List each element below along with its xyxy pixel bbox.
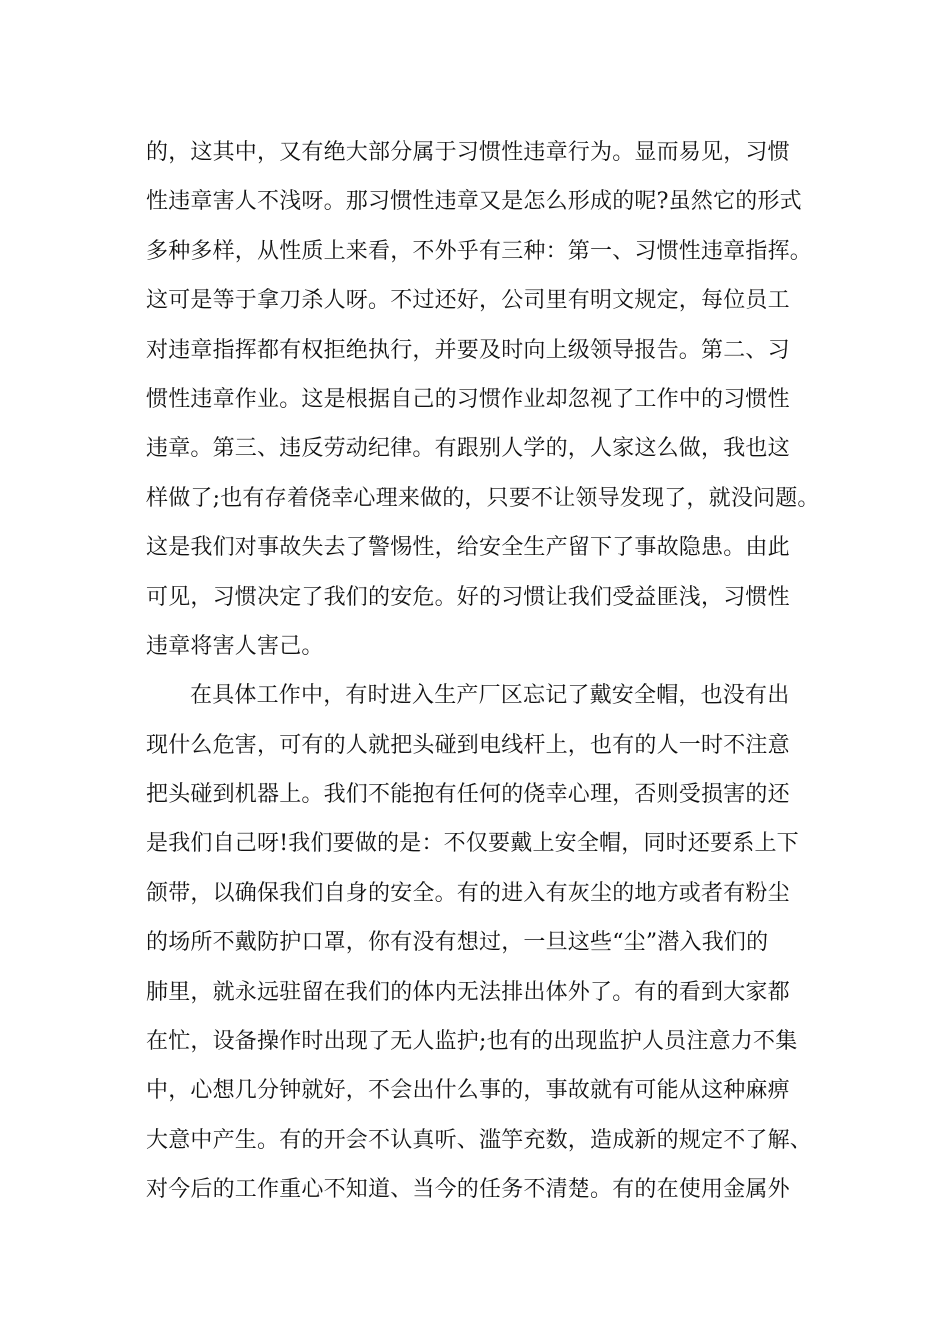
text-line: 可见，习惯决定了我们的安危。好的习惯让我们受益匪浅，习惯性 xyxy=(146,584,790,610)
text-line: 肺里，就永远驻留在我们的体内无法排出体外了。有的看到大家都 xyxy=(146,979,790,1005)
text-line: 现什么危害，可有的人就把头碰到电线杆上，也有的人一时不注意 xyxy=(146,732,790,758)
paragraph-2 xyxy=(146,671,826,1214)
text-line: 的场所不戴防护口罩，你有没有想过，一旦这些“尘”潜入我们的 xyxy=(146,930,769,956)
body-text xyxy=(146,128,826,1215)
text-line: 多种多样，从性质上来看，不外乎有三种：第一、习惯性违章指挥。 xyxy=(146,238,813,264)
text-line: 对违章指挥都有权拒绝执行，并要及时向上级领导报告。第二、习 xyxy=(146,337,790,363)
text-line: 在忙，设备操作时出现了无人监护;也有的出现监护人员注意力不集 xyxy=(146,1029,798,1055)
text-line: 这是我们对事故失去了警惕性，给安全生产留下了事故隐患。由此 xyxy=(146,535,790,561)
text-line: 是我们自己呀!我们要做的是：不仅要戴上安全帽，同时还要系上下 xyxy=(146,831,799,857)
text-line: 颌带，以确保我们自身的安全。有的进入有灰尘的地方或者有粉尘 xyxy=(146,880,790,906)
text-line: 惯性违章作业。这是根据自己的习惯作业却忽视了工作中的习惯性 xyxy=(146,386,790,412)
text-line: 违章将害人害己。 xyxy=(146,633,324,659)
text-line: 样做了;也有存着侥幸心理来做的，只要不让领导发现了，就没问题。 xyxy=(146,485,820,511)
text-line: 中，心想几分钟就好，不会出什么事的，事故就有可能从这种麻痹 xyxy=(146,1078,790,1104)
text-line: 这可是等于拿刀杀人呀。不过还好，公司里有明文规定，每位员工 xyxy=(146,288,790,314)
text-line: 大意中产生。有的开会不认真听、滥竽充数，造成新的规定不了解、 xyxy=(146,1127,813,1153)
paragraph-1 xyxy=(146,128,826,671)
text-line: 性违章害人不浅呀。那习惯性违章又是怎么形成的呢?虽然它的形式 xyxy=(146,189,802,215)
text-line: 在具体工作中，有时进入生产厂区忘记了戴安全帽，也没有出 xyxy=(190,683,790,709)
text-line: 违章。第三、违反劳动纪律。有跟别人学的，人家这么做，我也这 xyxy=(146,436,790,462)
text-line: 把头碰到机器上。我们不能抱有任何的侥幸心理，否则受损害的还 xyxy=(146,782,790,808)
text-line: 对今后的工作重心不知道、当今的任务不清楚。有的在使用金属外 xyxy=(146,1177,790,1203)
text-line: 的，这其中，又有绝大部分属于习惯性违章行为。显而易见，习惯 xyxy=(146,140,790,165)
